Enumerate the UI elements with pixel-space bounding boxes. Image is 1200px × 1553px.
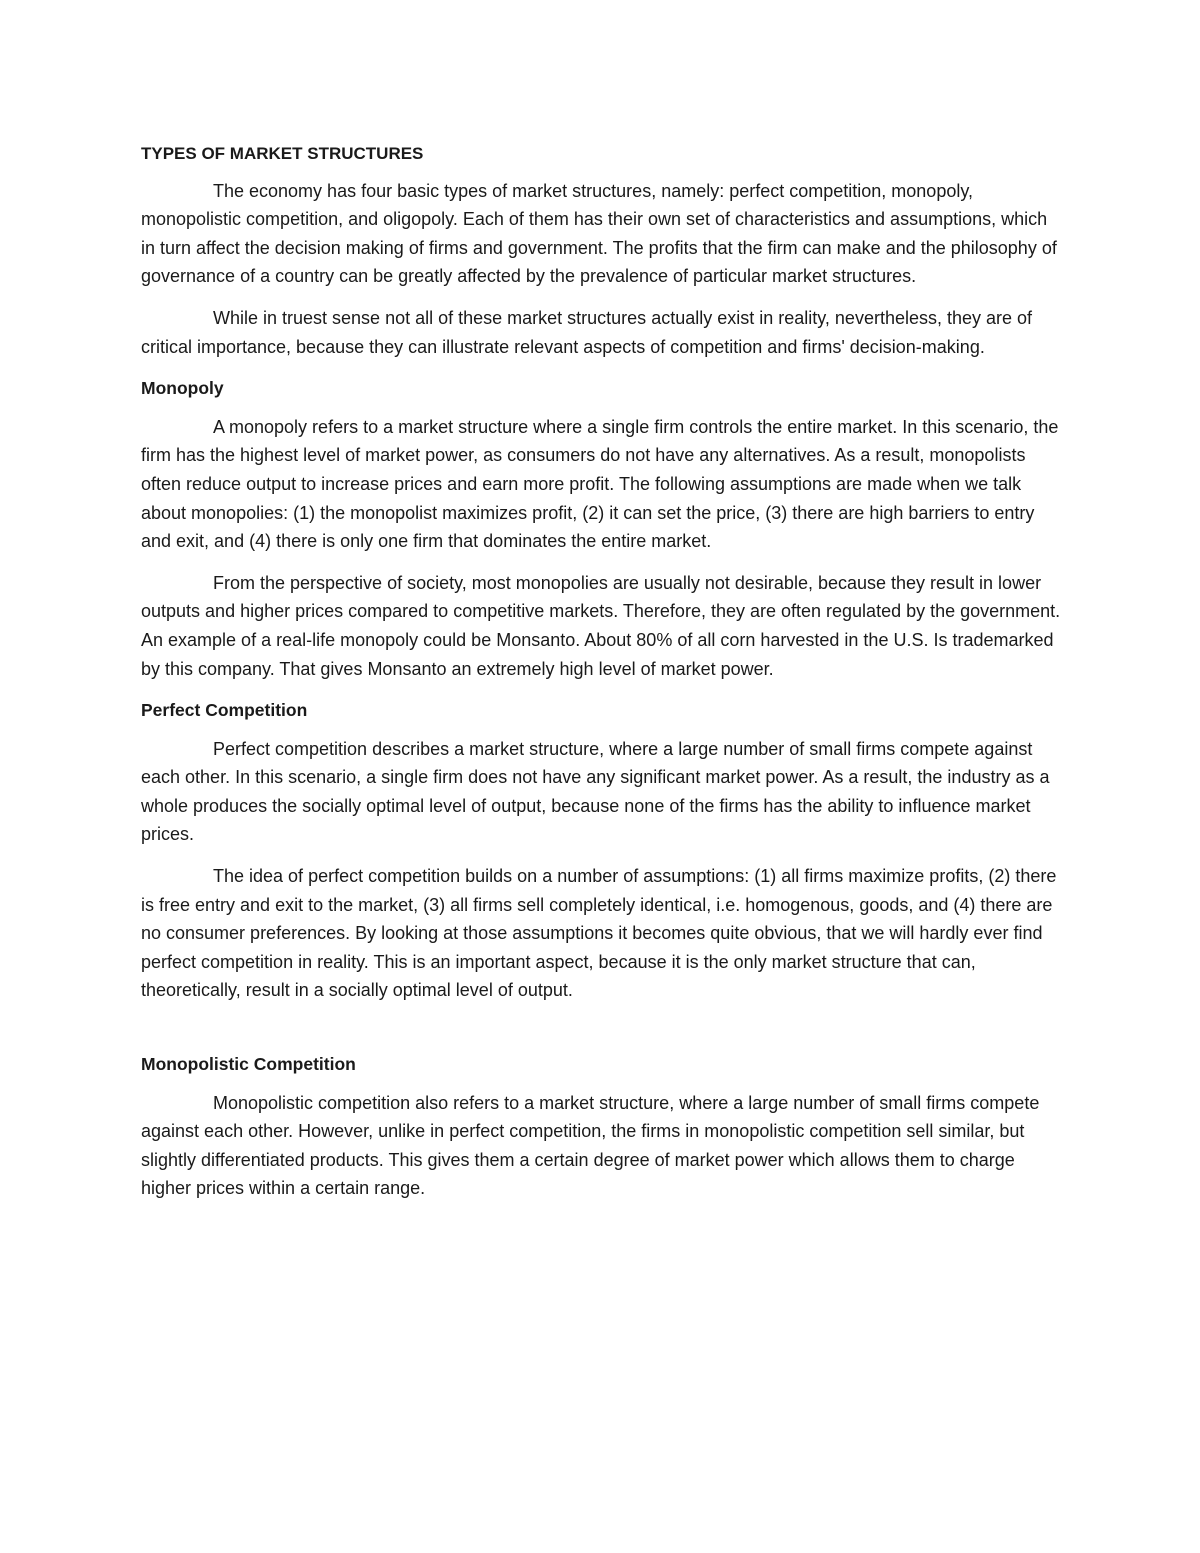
intro-paragraph-1: The economy has four basic types of market structures, namely: perfect competition, monopoly, monopolistic competition, and oligopoly. Each of them has their own set of characteristics and assumptions, which in turn affect the decision making of firms and government. The profits that the firm can make and the philosophy of governance of a country can be greatly affected by the prevalence of particular market structures. (141, 180, 1057, 287)
monopolistic-competition-paragraph-1: Monopolistic competition also refers to a market structure, where a large number of small firms compete against each other. However, unlike in perfect competition, the firms in monopolistic competition sell similar, but slightly differentiated products. This gives them a certain degree of market power which allows them to charge higher prices within a certain range. (141, 1092, 1040, 1199)
section-heading-monopoly: Monopoly (141, 378, 224, 399)
section-heading-monopolistic-competition: Monopolistic Competition (141, 1054, 356, 1075)
blank-line (141, 1018, 1061, 1050)
document-page (141, 140, 1061, 1216)
perfect-competition-paragraph-2: The idea of perfect competition builds on a number of assumptions: (1) all firms maximize profits, (2) there is free entry and exit to the market, (3) all firms sell completely identical, i.e. homogenous, goods, and (4) there are no consumer preferences. By looking at those assumptions it becomes quite obvious, that we will hardly ever find perfect competition in reality. This is an important aspect, because it is the only market structure that can, theoretically, result in a socially optimal level of output. (141, 866, 1057, 1001)
monopoly-paragraph-1: A monopoly refers to a market structure where a single firm controls the entire market. In this scenario, the firm has the highest level of market power, as consumers do not have any alternatives. As a result, monopolists often reduce output to increase prices and earn more profit. The following assumptions are made when we talk about monopolies: (1) the monopolist maximizes profit, (2) it can set the price, (3) there are high barriers to entry and exit, and (4) there is only one firm that dominates the entire market. (141, 416, 1059, 552)
perfect-competition-paragraph-1: Perfect competition describes a market structure, where a large number of small firms compete against each other. In this scenario, a single firm does not have any significant market power. As a result, the industry as a whole produces the socially optimal level of output, because none of the firms has the ability to influence market prices. (141, 738, 1050, 845)
monopoly-paragraph-2: From the perspective of society, most monopolies are usually not desirable, because they result in lower outputs and higher prices compared to competitive markets. Therefore, they are often regulated by the government. An example of a real-life monopoly could be Monsanto. About 80% of all corn harvested in the U.S. Is trademarked by this company. That gives Monsanto an extremely high level of market power. (141, 572, 1061, 679)
section-heading-perfect-competition: Perfect Competition (141, 700, 308, 721)
intro-paragraph-2: While in truest sense not all of these market structures actually exist in reality, nevertheless, they are of critical importance, because they can illustrate relevant aspects of competition and firms' decision-making. (141, 307, 1033, 357)
document-title: TYPES OF MARKET STRUCTURES (141, 144, 424, 163)
